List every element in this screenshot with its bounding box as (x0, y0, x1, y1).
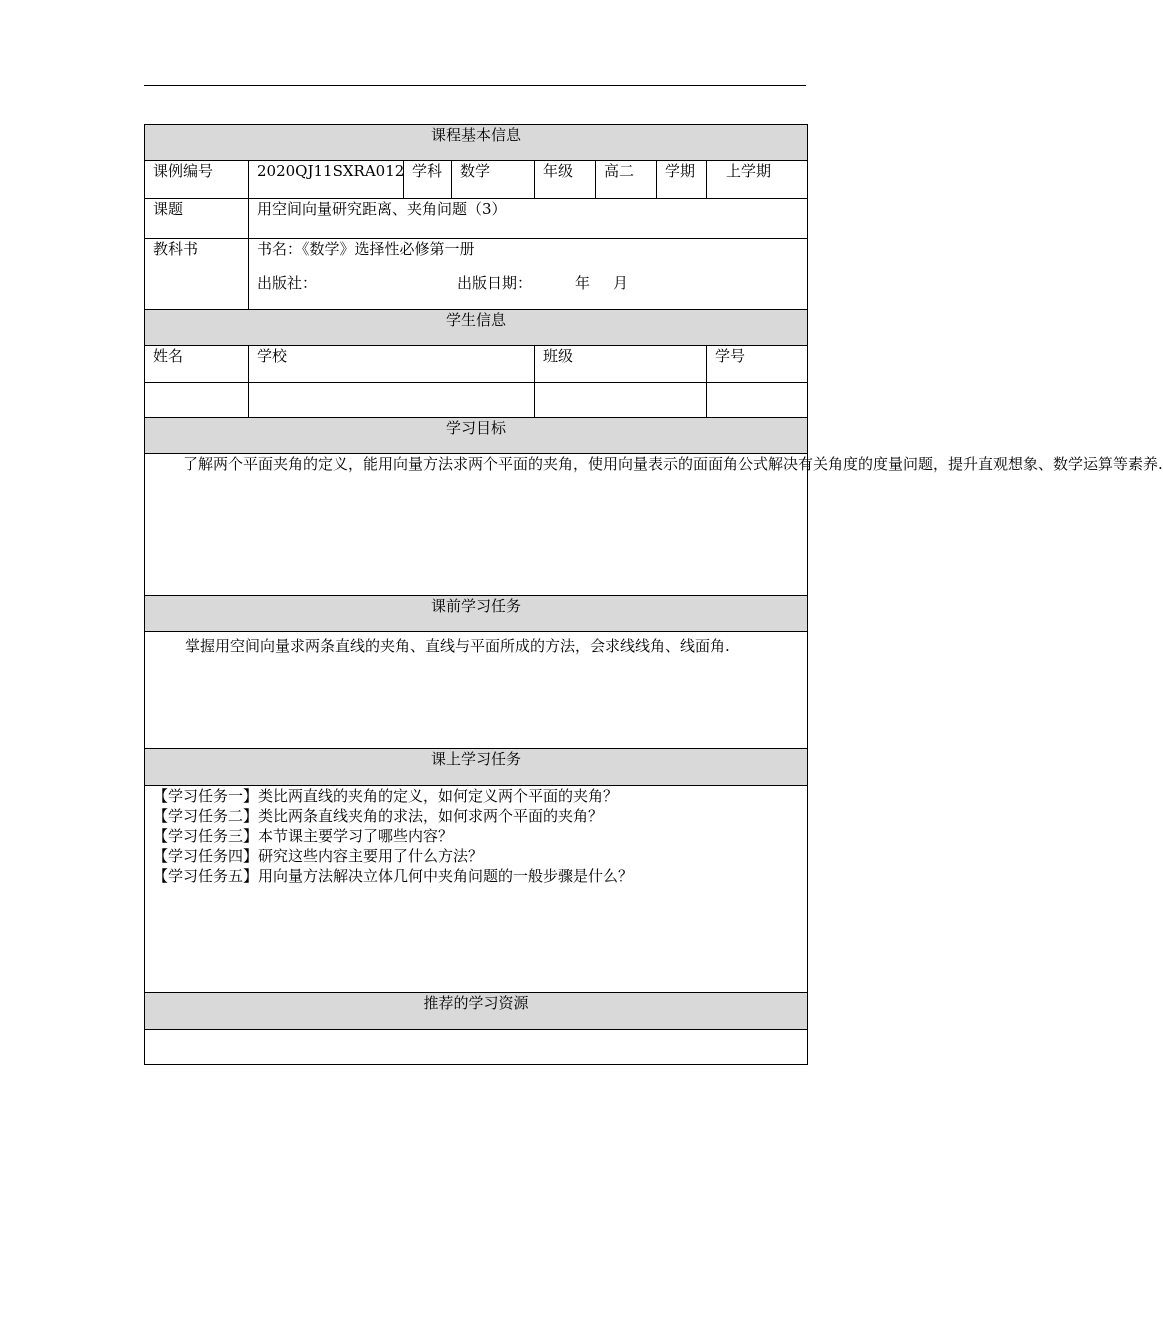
student-id-label: 学号 (707, 346, 808, 383)
student-name-input[interactable] (145, 383, 249, 418)
textbook-label: 教科书 (145, 239, 249, 310)
school-label: 学校 (249, 346, 535, 383)
objectives-header: 学习目标 (145, 418, 808, 454)
term-label: 学期 (657, 161, 707, 199)
topic-value: 用空间向量研究距离、夹角问题（3） (249, 199, 808, 239)
grade-value: 高二 (596, 161, 657, 199)
resources-header: 推荐的学习资源 (145, 993, 808, 1030)
class-label: 班级 (535, 346, 707, 383)
textbook-info (249, 239, 808, 310)
course-info-header: 课程基本信息 (145, 125, 808, 161)
topic-label: 课题 (145, 199, 249, 239)
pub-date-label: 出版日期： (457, 274, 533, 292)
task-item: 【学习任务一】类比两直线的夹角的定义，如何定义两个平面的夹角？ (153, 787, 619, 805)
inclass-task-list (145, 786, 808, 993)
resources-content[interactable] (145, 1030, 808, 1065)
class-input[interactable] (535, 383, 707, 418)
task-item: 【学习任务三】本节课主要学习了哪些内容？ (153, 827, 454, 845)
school-input[interactable] (249, 383, 535, 418)
inclass-header: 课上学习任务 (145, 749, 808, 786)
student-name-label: 姓名 (145, 346, 249, 383)
student-id-input[interactable] (707, 383, 808, 418)
term-value: 上学期 (707, 161, 808, 199)
year-label: 年 (575, 274, 591, 292)
month-label: 月 (613, 274, 629, 292)
course-code-label: 课例编号 (145, 161, 249, 199)
publisher-label: 出版社： (257, 274, 318, 292)
publisher-row (257, 273, 799, 293)
course-code-value: 2020QJ11SXRA012 (249, 161, 404, 199)
subject-label: 学科 (404, 161, 452, 199)
task-item: 【学习任务五】用向量方法解决立体几何中夹角问题的一般步骤是什么？ (153, 867, 634, 885)
subject-value: 数学 (452, 161, 535, 199)
lesson-form-table (144, 124, 1163, 1065)
objectives-text: 了解两个平面夹角的定义，能用向量方法求两个平面的夹角，使用向量表示的面面角公式解决有关角度的度量问题，提升直观想象、数学运算等素养. (145, 454, 808, 596)
task-item: 【学习任务四】研究这些内容主要用了什么方法？ (153, 847, 484, 865)
header-rule (144, 85, 806, 86)
preclass-text: 掌握用空间向量求两条直线的夹角、直线与平面所成的方法，会求线线角、线面角. (145, 632, 808, 749)
book-name: 书名：《数学》选择性必修第一册 (257, 240, 475, 258)
grade-label: 年级 (535, 161, 596, 199)
student-info-header: 学生信息 (145, 310, 808, 346)
preclass-header: 课前学习任务 (145, 596, 808, 632)
task-item: 【学习任务二】类比两条直线夹角的求法，如何求两个平面的夹角？ (153, 807, 604, 825)
